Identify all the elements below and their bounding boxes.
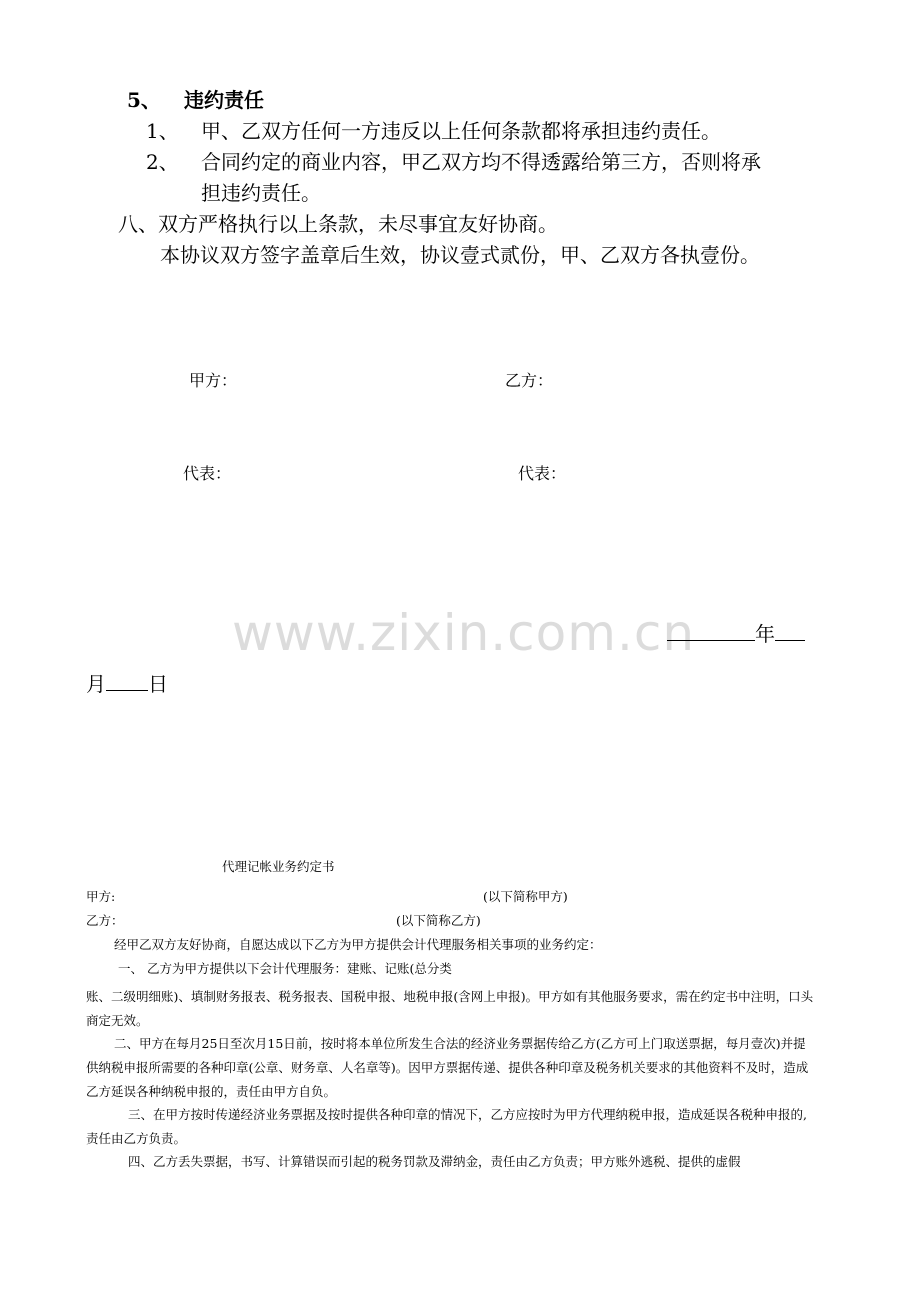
party-a-line: 甲方: (86, 889, 116, 904)
clause-1-continuation: 账、二级明细账)、填制财务报表、税务报表、国税申报、地税申报(含网上申报)。甲方如有其他服务要求，需在约定书中注明，口头商定无效。 (86, 989, 814, 1028)
party-a-signature-label: 甲方： (189, 371, 238, 390)
item-1-text: 甲、乙双方任何一方违反以上任何条款都将承担违约责任。 (201, 119, 721, 143)
clause-4: 四、乙方丢失票据，书写、计算错误而引起的税务罚款及滞纳金，责任由乙方负责；甲方账外逃税、提供的虚假 (128, 1154, 741, 1169)
section-5-title: 违约责任 (184, 88, 264, 112)
day-label: 日 (148, 672, 168, 696)
item-2-text: 合同约定的商业内容，甲乙双方均不得透露给第三方，否则将承 (201, 150, 761, 174)
year-blank (667, 618, 755, 641)
watermark: www.zixin.com.cn (232, 604, 696, 662)
month-label: 月 (86, 672, 106, 696)
party-b-line: 乙方： (86, 913, 124, 928)
year-label: 年 (755, 622, 775, 646)
date-month-line (86, 668, 168, 698)
effective-clause: 本协议双方签字盖章后生效，协议壹式贰份，甲、乙双方各执壹份。 (160, 243, 760, 267)
item-1-number: 1、 (146, 119, 179, 143)
clause-1-first-line: 一、 乙方为甲方提供以下会计代理服务：建账、记账(总分类 (118, 961, 452, 976)
party-b-note: (以下简称乙方) (396, 913, 481, 928)
representative-a-label: 代表： (183, 464, 232, 483)
month-blank (775, 618, 805, 641)
party-b-signature-label: 乙方： (505, 371, 554, 390)
clause-3: 三、在甲方按时传递经济业务票据及按时提供各种印章的情况下，乙方应按时为甲方代理纳税申报，造成延误各税种申报的, 责任由乙方负责。 (86, 1107, 807, 1146)
clause-2: 二、甲方在每月25日至次月15日前，按时将本单位所发生合法的经济业务票据传给乙方(乙方可上门取送票据，每月壹次)并提供纳税申报所需要的各种印章(公章、财务章、人名章等)。因甲方票据传递、提供各种印章及税务机关要求的其他资料不及时，造成乙方延误各种纳税申报的，责任由甲方自负。 (86, 1036, 809, 1099)
section-5-number: 5、 (127, 88, 161, 112)
agreement-title: 代理记帐业务约定书 (222, 859, 335, 874)
intro-paragraph: 经甲乙双方友好协商，自愿达成以下乙方为甲方提供会计代理服务相关事项的业务约定： (114, 937, 602, 952)
item-2-number: 2、 (146, 150, 179, 174)
clause-8: 八、双方严格执行以上条款，未尽事宜友好协商。 (118, 212, 558, 236)
party-a-note: (以下简称甲方) (483, 889, 568, 904)
day-blank (106, 668, 148, 691)
item-2-continuation: 担违约责任。 (201, 181, 321, 205)
date-year-line (667, 618, 805, 648)
representative-b-label: 代表： (518, 464, 567, 483)
